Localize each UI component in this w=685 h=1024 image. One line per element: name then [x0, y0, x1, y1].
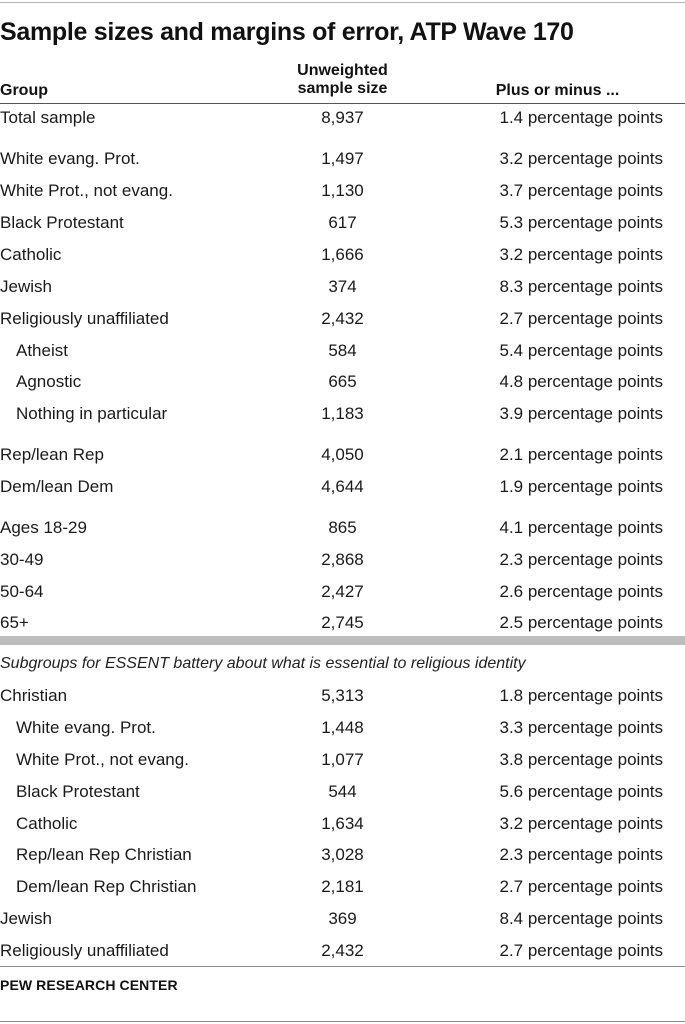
table-row	[0, 875, 685, 899]
row-group: Agnostic	[16, 372, 82, 391]
row-sample-size: 1,130	[321, 181, 364, 200]
row-margin-of-error: 1.9 percentage points	[499, 477, 663, 496]
row-margin-of-error: 8.3 percentage points	[499, 277, 663, 296]
row-margin-of-error: 3.9 percentage points	[499, 404, 663, 423]
row-margin-of-error: 2.7 percentage points	[499, 309, 663, 328]
source-credit: PEW RESEARCH CENTER	[0, 977, 178, 993]
row-sample-size: 1,448	[321, 718, 364, 737]
row-sample-size: 369	[328, 909, 357, 928]
row-margin-of-error: 2.3 percentage points	[499, 550, 663, 569]
row-group: 65+	[0, 613, 29, 632]
row-margin-of-error: 3.2 percentage points	[499, 814, 663, 833]
row-margin-of-error: 5.6 percentage points	[499, 782, 663, 801]
table-row	[0, 339, 685, 363]
header-sample-size-line1: Unweighted	[297, 62, 388, 79]
table-row	[0, 939, 685, 963]
table-row	[0, 106, 685, 130]
row-sample-size: 544	[328, 782, 357, 801]
row-margin-of-error: 4.1 percentage points	[499, 518, 663, 537]
row-margin-of-error: 2.7 percentage points	[499, 877, 663, 896]
row-sample-size: 4,050	[321, 445, 364, 464]
table-row	[0, 843, 685, 867]
table-row	[0, 475, 685, 499]
row-group: Dem/lean Dem	[0, 477, 114, 496]
page-title: Sample sizes and margins of error, ATP Wave 170	[0, 18, 574, 46]
row-group: Total sample	[0, 108, 96, 127]
table-row	[0, 516, 685, 540]
footer-rule	[0, 966, 685, 967]
row-group: Nothing in particular	[16, 404, 168, 423]
row-margin-of-error: 1.8 percentage points	[499, 686, 663, 705]
table-row	[0, 907, 685, 931]
row-group: Dem/lean Rep Christian	[16, 877, 197, 896]
row-group: Jewish	[0, 277, 52, 296]
row-group: Ages 18-29	[0, 518, 87, 537]
row-sample-size: 5,313	[321, 686, 364, 705]
row-margin-of-error: 3.7 percentage points	[499, 181, 663, 200]
row-sample-size: 584	[328, 341, 357, 360]
row-sample-size: 2,745	[321, 613, 364, 632]
row-sample-size: 4,644	[321, 477, 364, 496]
header-margin-of-error: Plus or minus ...	[495, 82, 620, 99]
table-row	[0, 812, 685, 836]
table-row	[0, 684, 685, 708]
row-group: Rep/lean Rep Christian	[16, 845, 192, 864]
table-row	[0, 780, 685, 804]
row-sample-size: 3,028	[321, 845, 364, 864]
table-row	[0, 243, 685, 267]
row-group: Christian	[0, 686, 68, 705]
row-margin-of-error: 3.2 percentage points	[499, 245, 663, 264]
row-group: Religiously unaffiliated	[0, 309, 169, 328]
row-sample-size: 665	[328, 372, 357, 391]
row-margin-of-error: 2.6 percentage points	[499, 582, 663, 601]
header-group: Group	[0, 82, 48, 99]
table-row	[0, 147, 685, 171]
row-group: White evang. Prot.	[0, 149, 140, 168]
header-sample-size	[250, 62, 435, 98]
table-row	[0, 548, 685, 572]
row-sample-size: 8,937	[321, 108, 364, 127]
row-group: White Prot., not evang.	[0, 181, 173, 200]
row-sample-size: 1,666	[321, 245, 364, 264]
row-margin-of-error: 3.8 percentage points	[499, 750, 663, 769]
row-margin-of-error: 4.8 percentage points	[499, 372, 663, 391]
table-row	[0, 275, 685, 299]
table-row	[0, 179, 685, 203]
row-group: Catholic	[16, 814, 78, 833]
row-group: 50-64	[0, 582, 44, 601]
top-rule	[0, 2, 685, 3]
section-separator	[0, 636, 685, 645]
row-margin-of-error: 1.4 percentage points	[499, 108, 663, 127]
header-sample-size-line2: sample size	[297, 80, 388, 97]
row-sample-size: 2,181	[321, 877, 364, 896]
row-sample-size: 1,077	[321, 750, 364, 769]
row-sample-size: 2,432	[321, 309, 364, 328]
row-sample-size: 865	[328, 518, 357, 537]
row-sample-size: 2,868	[321, 550, 364, 569]
row-margin-of-error: 8.4 percentage points	[499, 909, 663, 928]
row-group: White Prot., not evang.	[16, 750, 189, 769]
row-group: Black Protestant	[16, 782, 140, 801]
table-row	[0, 402, 685, 426]
row-group: Jewish	[0, 909, 52, 928]
table-row	[0, 611, 685, 635]
row-sample-size: 1,183	[321, 404, 364, 423]
row-sample-size: 617	[328, 213, 357, 232]
subgroup-heading: Subgroups for ESSENT battery about what is essential to religious identity	[0, 655, 526, 672]
row-sample-size: 2,432	[321, 941, 364, 960]
table-row	[0, 580, 685, 604]
row-sample-size: 1,634	[321, 814, 364, 833]
header-rule	[0, 103, 685, 104]
table-row	[0, 716, 685, 740]
table-row	[0, 748, 685, 772]
row-margin-of-error: 2.3 percentage points	[499, 845, 663, 864]
row-sample-size: 374	[328, 277, 357, 296]
row-margin-of-error: 2.5 percentage points	[499, 613, 663, 632]
row-group: Catholic	[0, 245, 62, 264]
row-margin-of-error: 3.2 percentage points	[499, 149, 663, 168]
row-margin-of-error: 3.3 percentage points	[499, 718, 663, 737]
row-group: 30-49	[0, 550, 44, 569]
table-row	[0, 443, 685, 467]
row-group: Rep/lean Rep	[0, 445, 104, 464]
row-group: Atheist	[16, 341, 68, 360]
row-margin-of-error: 2.1 percentage points	[499, 445, 663, 464]
row-group: Black Protestant	[0, 213, 124, 232]
table-row	[0, 370, 685, 394]
row-group: Religiously unaffiliated	[0, 941, 169, 960]
table-row	[0, 307, 685, 331]
row-sample-size: 2,427	[321, 582, 364, 601]
row-sample-size: 1,497	[321, 149, 364, 168]
row-margin-of-error: 5.3 percentage points	[499, 213, 663, 232]
bottom-rule	[0, 1021, 685, 1022]
row-margin-of-error: 5.4 percentage points	[499, 341, 663, 360]
row-group: White evang. Prot.	[16, 718, 156, 737]
row-margin-of-error: 2.7 percentage points	[499, 941, 663, 960]
table-row	[0, 211, 685, 235]
